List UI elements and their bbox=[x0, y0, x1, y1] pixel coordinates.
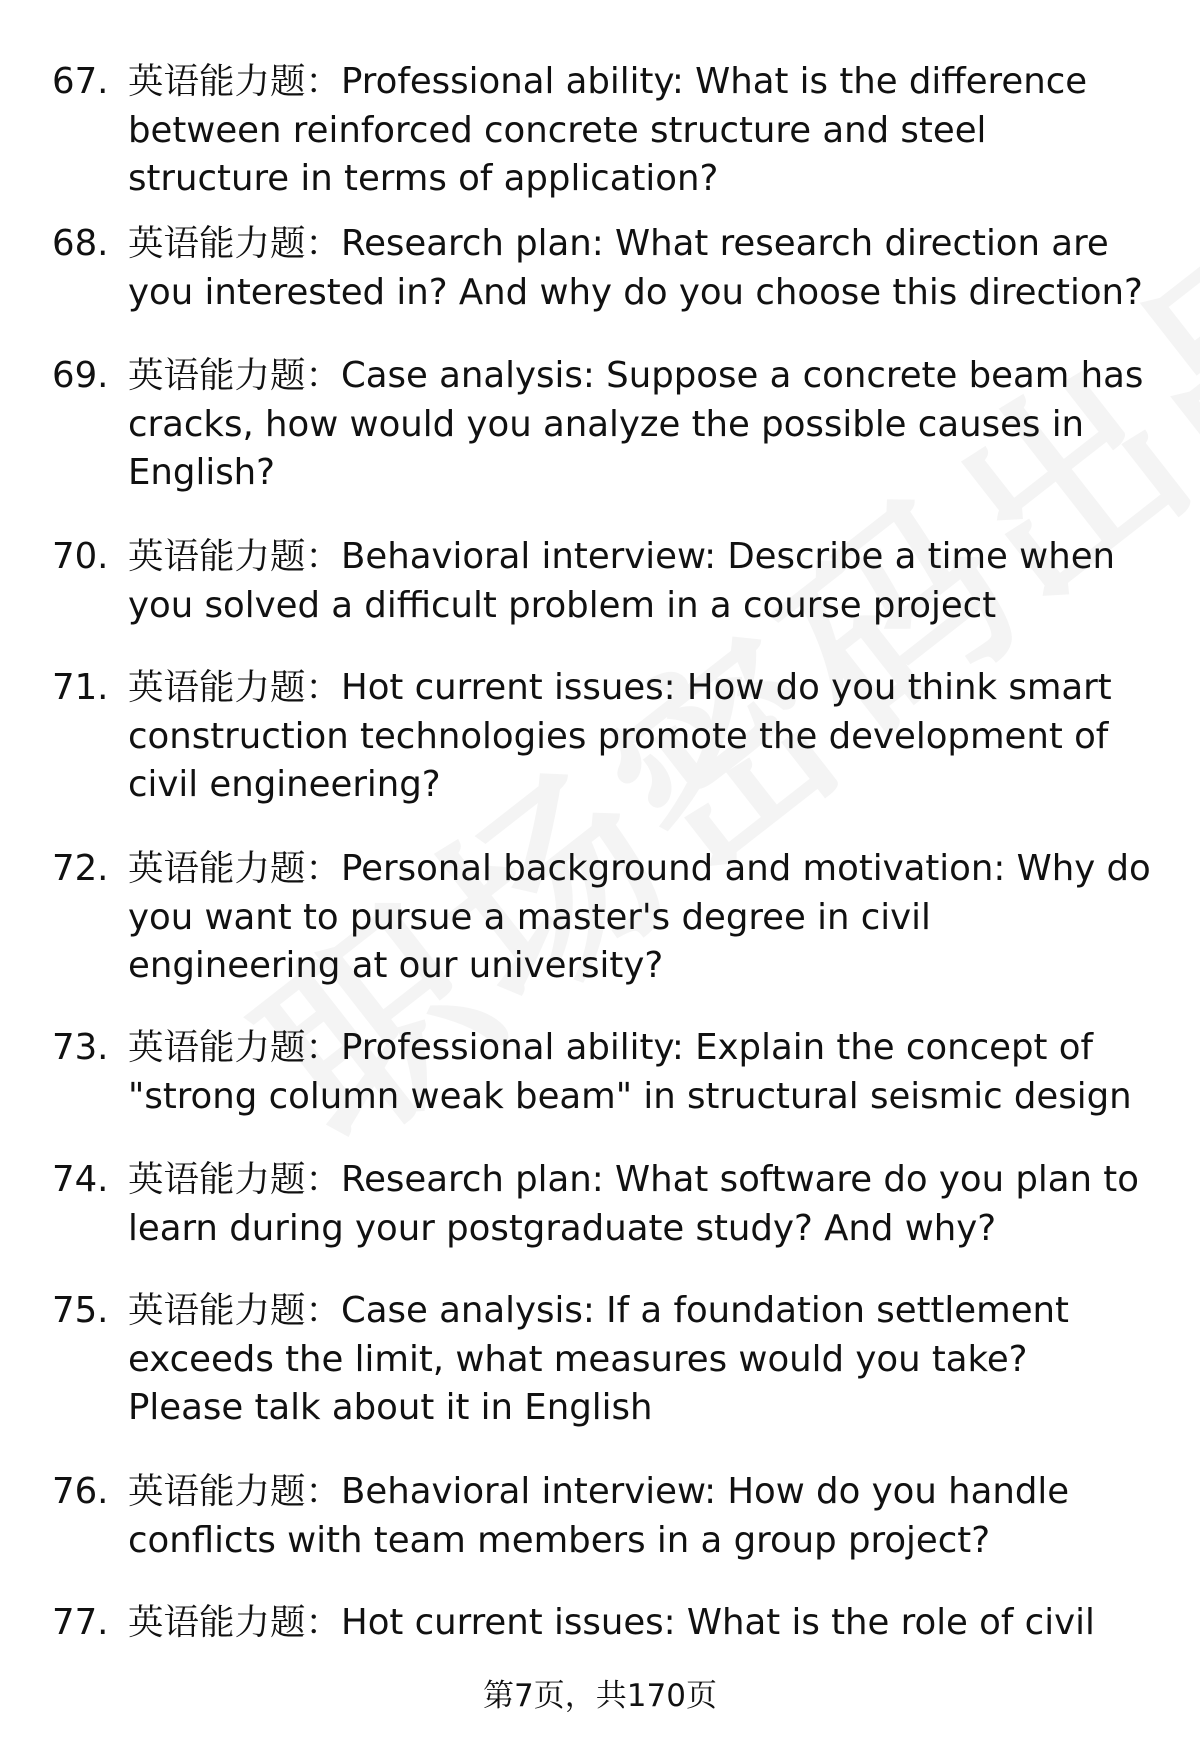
question-number: 74. bbox=[52, 1159, 109, 1200]
question-text: Research plan: What research direction are you interested in? And why do you choose this direction? bbox=[128, 223, 1143, 313]
question-item bbox=[0, 352, 1200, 533]
question-category: 英语能力题： bbox=[128, 355, 342, 396]
question-text: Professional ability: What is the difference between reinforced concrete structure and steel structure in terms of application? bbox=[128, 61, 1088, 199]
question-category: 英语能力题： bbox=[128, 1471, 342, 1512]
question-text: Behavioral interview: Describe a time when you solved a difficult problem in a course project bbox=[128, 536, 1116, 626]
question-number: 72. bbox=[52, 848, 109, 889]
question-item bbox=[0, 533, 1200, 664]
question-item bbox=[0, 1599, 1200, 1659]
question-item bbox=[0, 58, 1200, 220]
question-text: Research plan: What software do you plan to learn during your postgraduate study? And why? bbox=[128, 1159, 1139, 1249]
question-category: 英语能力题： bbox=[128, 1027, 342, 1068]
question-text: Case analysis: If a foundation settlement exceeds the limit, what measures would you take? Please talk about it in English bbox=[128, 1290, 1069, 1428]
question-text: Hot current issues: How do you think smart construction technologies promote the development of civil engineering? bbox=[128, 667, 1112, 805]
question-category: 英语能力题： bbox=[128, 848, 342, 889]
question-category: 英语能力题： bbox=[128, 1159, 342, 1200]
question-item bbox=[0, 1024, 1200, 1156]
question-category: 英语能力题： bbox=[128, 536, 342, 577]
page-footer: 第7页，共170页 bbox=[483, 1678, 717, 1714]
question-item bbox=[0, 664, 1200, 845]
question-number: 67. bbox=[52, 61, 109, 102]
question-item bbox=[0, 1156, 1200, 1287]
question-text: Personal background and motivation: Why do you want to pursue a master's degree in civil engineering at our university? bbox=[128, 848, 1151, 986]
question-item bbox=[0, 845, 1200, 1024]
question-category: 英语能力题： bbox=[128, 667, 342, 708]
question-text: Professional ability: Explain the concept of "strong column weak beam" in structural seismic design bbox=[128, 1027, 1132, 1117]
question-text: Case analysis: Suppose a concrete beam has cracks, how would you analyze the possible causes in English? bbox=[128, 355, 1144, 493]
question-number: 76. bbox=[52, 1471, 109, 1512]
question-category: 英语能力题： bbox=[128, 223, 342, 264]
question-item bbox=[0, 1468, 1200, 1599]
question-number: 68. bbox=[52, 223, 109, 264]
question-number: 69. bbox=[52, 355, 109, 396]
question-item bbox=[0, 220, 1200, 352]
question-number: 71. bbox=[52, 667, 109, 708]
question-category: 英语能力题： bbox=[128, 1602, 342, 1643]
question-number: 75. bbox=[52, 1290, 109, 1331]
question-number: 70. bbox=[52, 536, 109, 577]
question-text: Behavioral interview: How do you handle conflicts with team members in a group project? bbox=[128, 1471, 1070, 1561]
question-text: Hot current issues: What is the role of civil bbox=[341, 1602, 1095, 1643]
question-category: 英语能力题： bbox=[128, 1290, 342, 1331]
question-item bbox=[0, 1287, 1200, 1468]
question-list bbox=[0, 58, 1200, 1659]
question-category: 英语能力题： bbox=[128, 61, 342, 102]
question-number: 73. bbox=[52, 1027, 109, 1068]
question-number: 77. bbox=[52, 1602, 109, 1643]
